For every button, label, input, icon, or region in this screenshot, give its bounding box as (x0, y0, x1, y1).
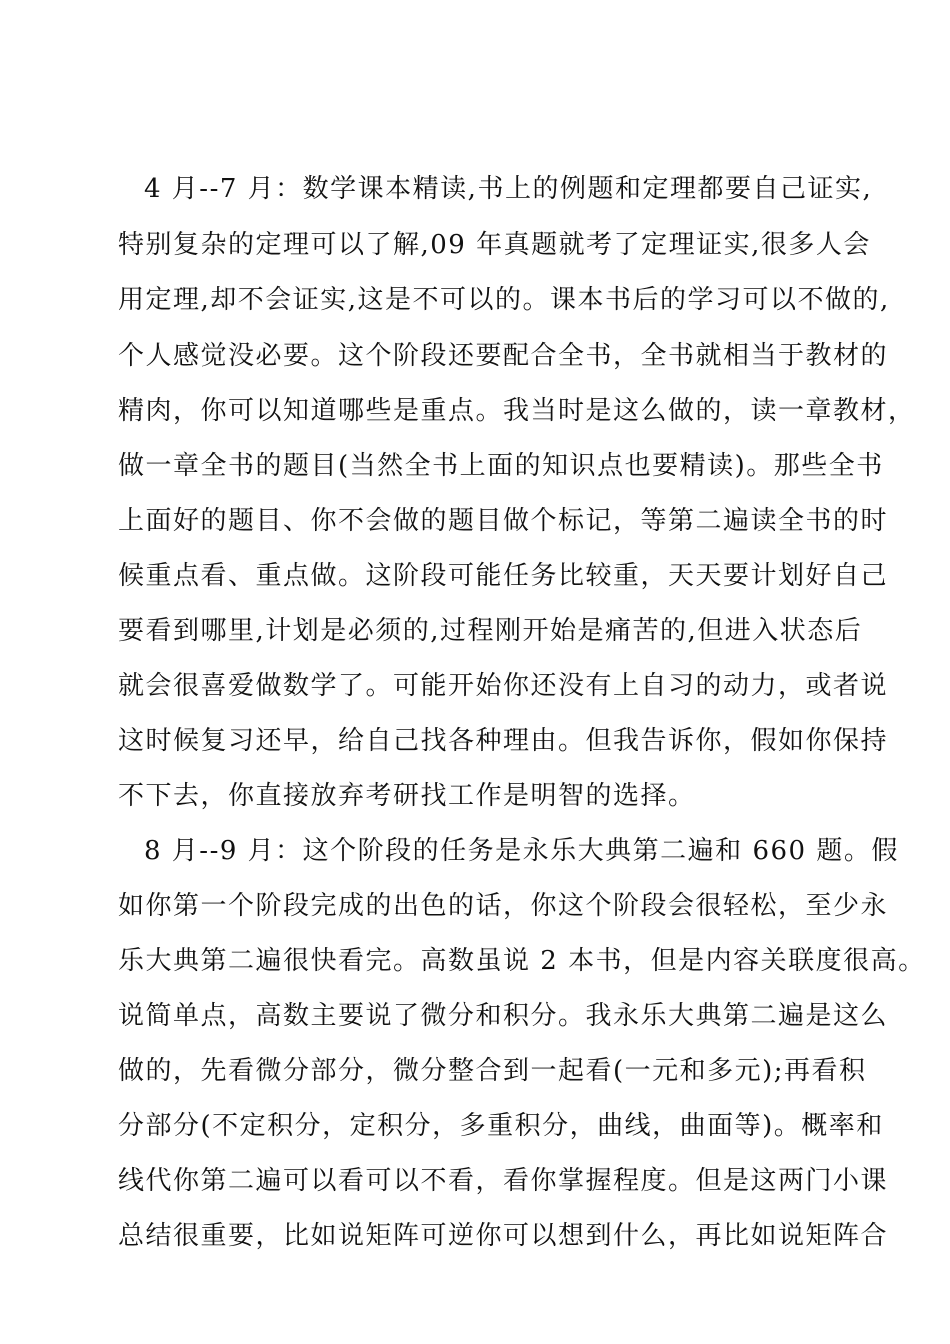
text-line: 要看到哪里,计划是必须的,过程刚开始是痛苦的,但进入状态后 (118, 616, 863, 646)
text-line: 用定理,却不会证实,这是不可以的。课本书后的学习可以不做的, (118, 285, 890, 315)
text-line: 个人感觉没必要。这个阶段还要配合全书，全书就相当于教材的 (118, 341, 889, 371)
text-line: 4 月--7 月：数学课本精读,书上的例题和定理都要自己证实, (144, 174, 873, 204)
text-line: 这时候复习还早，给自己找各种理由。但我告诉你，假如你保持 (118, 726, 889, 756)
text-line: 精肉，你可以知道哪些是重点。我当时是这么做的，读一章教材， (118, 396, 916, 426)
text-line: 候重点看、重点做。这阶段可能任务比较重，天天要计划好自己 (118, 561, 889, 591)
text-line: 做一章全书的题目(当然全书上面的知识点也要精读)。那些全书 (118, 451, 884, 481)
text-line: 就会很喜爱做数学了。可能开始你还没有上自习的动力，或者说 (118, 671, 889, 701)
text-line: 分部分(不定积分，定积分，多重积分，曲线，曲面等)。概率和 (118, 1111, 884, 1141)
text-line: 如你第一个阶段完成的出色的话，你这个阶段会很轻松，至少永 (118, 891, 889, 921)
text-line: 乐大典第二遍很快看完。高数虽说 2 本书，但是内容关联度很高。 (118, 946, 926, 976)
text-line: 做的，先看微分部分，微分整合到一起看(一元和多元);再看积 (118, 1056, 867, 1086)
text-line: 不下去，你直接放弃考研找工作是明智的选择。 (118, 781, 696, 811)
text-line: 特别复杂的定理可以了解,09 年真题就考了定理证实,很多人会 (118, 230, 871, 260)
text-line: 8 月--9 月：这个阶段的任务是永乐大典第二遍和 660 题。假 (144, 836, 899, 866)
text-line: 上面好的题目、你不会做的题目做个标记，等第二遍读全书的时 (118, 506, 889, 536)
text-line: 说简单点，高数主要说了微分和积分。我永乐大典第二遍是这么 (118, 1001, 889, 1031)
text-line: 总结很重要，比如说矩阵可逆你可以想到什么，再比如说矩阵合 (118, 1221, 889, 1251)
text-line: 线代你第二遍可以看可以不看，看你掌握程度。但是这两门小课 (118, 1166, 889, 1196)
